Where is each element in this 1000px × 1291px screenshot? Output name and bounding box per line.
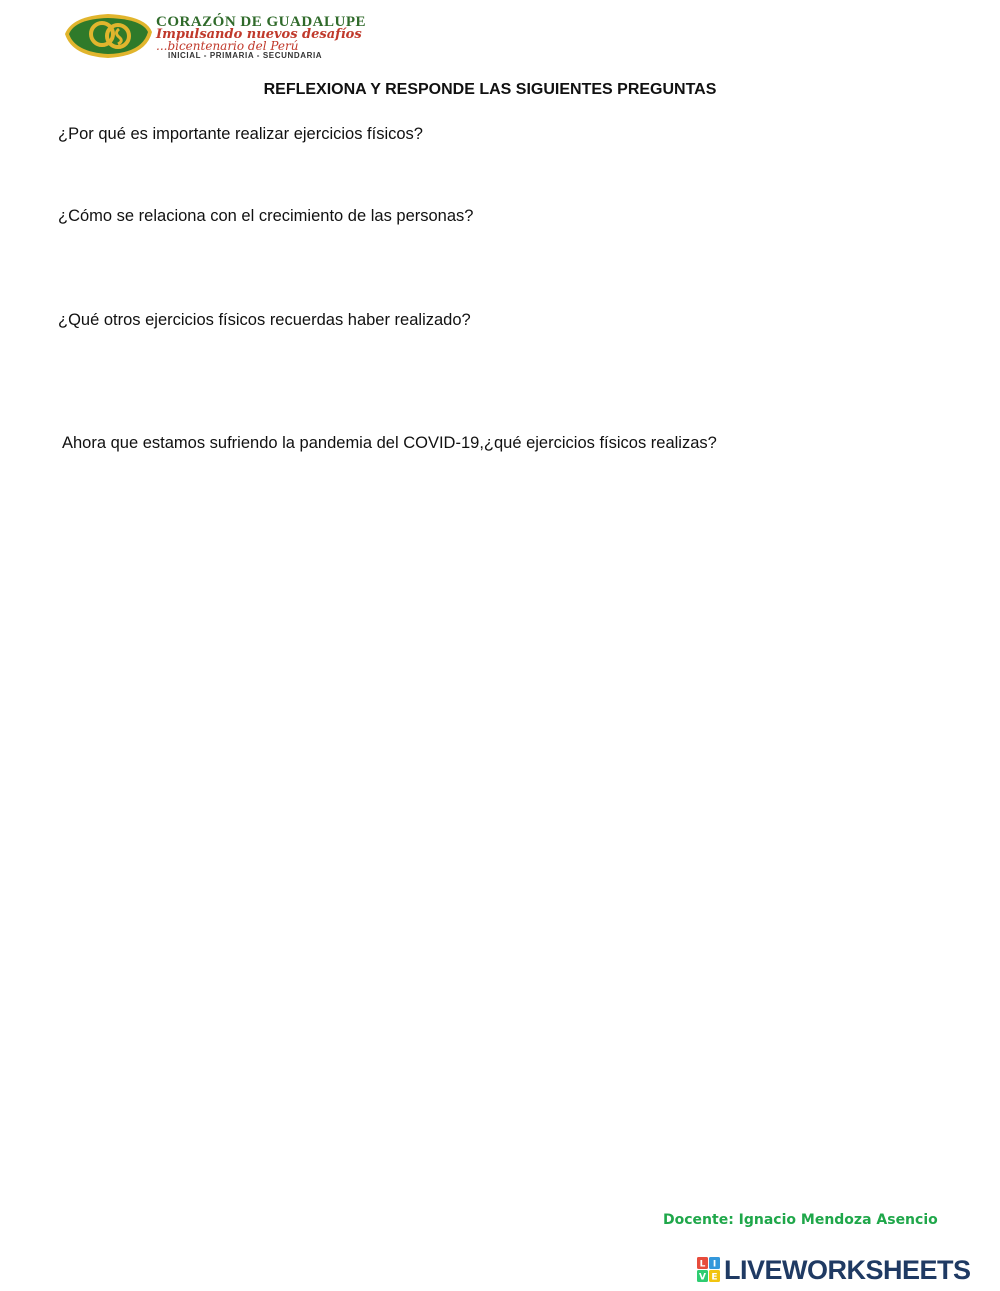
svg-text:E: E (711, 1272, 718, 1283)
worksheet-title: REFLEXIONA Y RESPONDE LAS SIGUIENTES PREGUNTAS (263, 81, 717, 98)
liveworksheets-brand: LIVEWORKSHEETS (724, 1255, 971, 1285)
school-levels: INICIAL - PRIMARIA - SECUNDARIA (168, 51, 323, 60)
school-slogan: Impulsando nuevos desafíos (156, 27, 362, 42)
school-subtitle: ...bicentenario del Perú (156, 39, 299, 53)
liveworksheets-logo-icon (697, 1257, 721, 1283)
svg-text:V: V (699, 1272, 706, 1283)
question-1: ¿Por qué es importante realizar ejercicios físicos? (58, 125, 423, 143)
svg-text:I: I (712, 1259, 717, 1270)
question-2: ¿Cómo se relaciona con el crecimiento de las personas? (58, 207, 474, 225)
teacher-name: Docente: Ignacio Mendoza Asencio (663, 1212, 938, 1228)
school-crest-icon (62, 10, 154, 62)
question-4: Ahora que estamos sufriendo la pandemia del COVID-19,¿qué ejercicios físicos realizas? (62, 434, 717, 452)
school-name: CORAZÓN DE GUADALUPE (156, 14, 367, 30)
question-3: ¿Qué otros ejercicios físicos recuerdas haber realizado? (58, 311, 471, 329)
svg-text:L: L (699, 1259, 706, 1270)
school-logo (62, 10, 422, 62)
